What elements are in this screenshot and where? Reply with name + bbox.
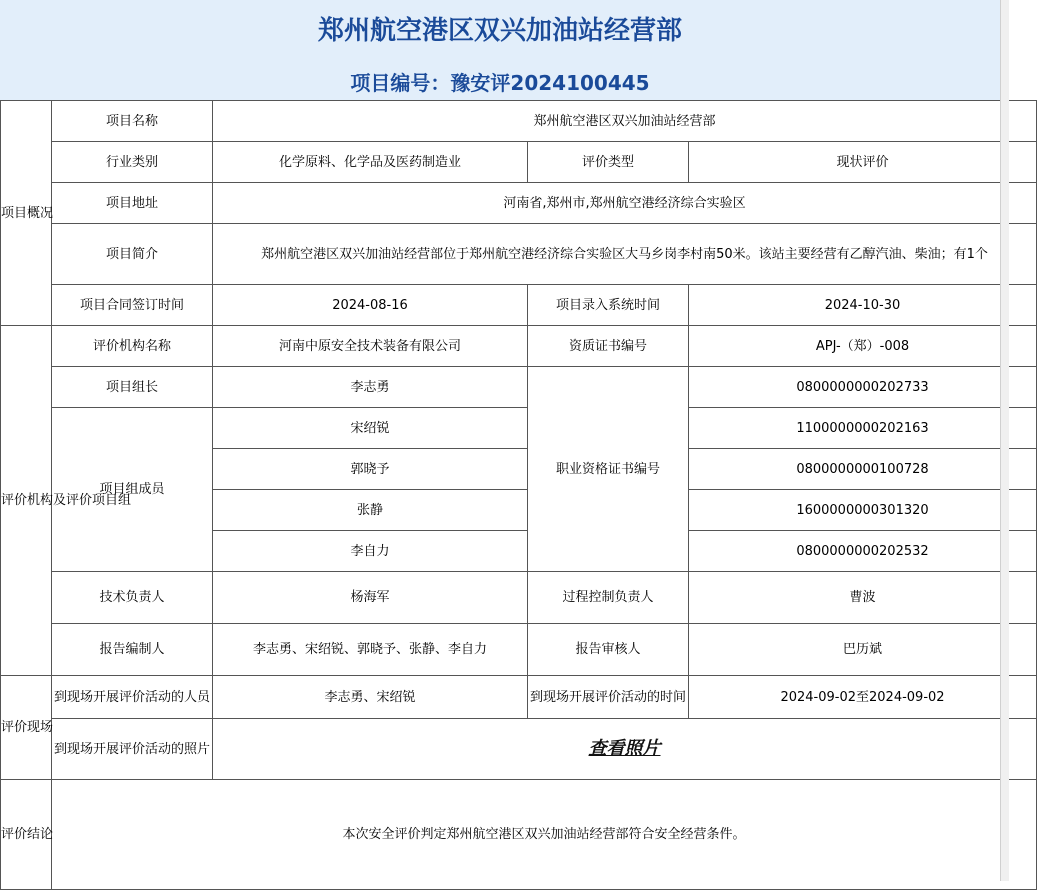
row-conclusion xyxy=(1,780,1037,890)
person-name: 李志勇 xyxy=(213,367,528,408)
row-leader xyxy=(1,367,1037,408)
section-label-org: 评价机构及评价项目组 xyxy=(1,326,52,676)
leader-label: 项目组长 xyxy=(52,367,213,408)
person-cert: 0800000000100728 xyxy=(689,449,1037,490)
row-member xyxy=(1,408,1037,449)
industry-value: 化学原料、化学品及医药制造业 xyxy=(213,142,528,183)
tech-lead-label: 技术负责人 xyxy=(52,572,213,624)
project-name-value: 郑州航空港区双兴加油站经营部 xyxy=(213,101,1037,142)
intro-label: 项目简介 xyxy=(52,224,213,285)
project-name-label: 项目名称 xyxy=(52,101,213,142)
section-label-site: 评价现场 xyxy=(1,676,52,780)
cert-value: APJ-（郑）-008 xyxy=(689,326,1037,367)
view-photos-link[interactable]: 查看照片 xyxy=(588,737,661,759)
row-org xyxy=(1,326,1037,367)
person-name: 李自力 xyxy=(213,531,528,572)
contract-date-label: 项目合同签订时间 xyxy=(52,285,213,326)
org-name-label: 评价机构名称 xyxy=(52,326,213,367)
section-label-overview: 项目概况 xyxy=(1,101,52,326)
header xyxy=(0,0,1008,101)
entry-date-label: 项目录入系统时间 xyxy=(528,285,689,326)
person-cert: 1100000000202163 xyxy=(689,408,1037,449)
site-people-value: 李志勇、宋绍锐 xyxy=(213,676,528,719)
person-cert: 0800000000202532 xyxy=(689,531,1037,572)
report-reviewer-label: 报告审核人 xyxy=(528,624,689,676)
conclusion-value: 本次安全评价判定郑州航空港区双兴加油站经营部符合安全经营条件。 xyxy=(52,780,1037,890)
vertical-scrollbar[interactable] xyxy=(1000,0,1009,881)
project-info-table xyxy=(0,100,1037,890)
row-leads xyxy=(1,572,1037,624)
page-title: 郑州航空港区双兴加油站经营部 xyxy=(317,16,682,46)
site-time-label: 到现场开展评价活动的时间 xyxy=(528,676,689,719)
report-author-value: 李志勇、宋绍锐、郭晓予、张静、李自力 xyxy=(213,624,528,676)
report-reviewer-value: 巴历斌 xyxy=(689,624,1037,676)
row-report xyxy=(1,624,1037,676)
contract-date-value: 2024-08-16 xyxy=(213,285,528,326)
address-value: 河南省,郑州市,郑州航空港经济综合实验区 xyxy=(213,183,1037,224)
cert-label: 资质证书编号 xyxy=(528,326,689,367)
eval-type-label: 评价类型 xyxy=(528,142,689,183)
site-photo-label: 到现场开展评价活动的照片 xyxy=(52,719,213,780)
tech-lead-value: 杨海军 xyxy=(213,572,528,624)
row-industry xyxy=(1,142,1037,183)
site-photo-cell xyxy=(213,719,1037,780)
row-project-name xyxy=(1,101,1037,142)
row-address xyxy=(1,183,1037,224)
site-time-value: 2024-09-02至2024-09-02 xyxy=(689,676,1037,719)
industry-label: 行业类别 xyxy=(52,142,213,183)
qual-cert-label: 职业资格证书编号 xyxy=(528,367,689,572)
row-dates xyxy=(1,285,1037,326)
report-author-label: 报告编制人 xyxy=(52,624,213,676)
entry-date-value: 2024-10-30 xyxy=(689,285,1037,326)
section-label-conclusion: 评价结论 xyxy=(1,780,52,890)
eval-type-value: 现状评价 xyxy=(689,142,1037,183)
person-cert: 0800000000202733 xyxy=(689,367,1037,408)
person-cert: 1600000000301320 xyxy=(689,490,1037,531)
address-label: 项目地址 xyxy=(52,183,213,224)
site-people-label: 到现场开展评价活动的人员 xyxy=(52,676,213,719)
project-number: 项目编号：豫安评2024100445 xyxy=(350,71,650,95)
intro-value: 郑州航空港区双兴加油站经营部位于郑州航空港经济综合实验区大马乡岗李村南50米。该站主要经营有乙醇汽油、柴油；有1个 xyxy=(213,224,1037,285)
row-site-photo xyxy=(1,719,1037,780)
process-lead-value: 曹波 xyxy=(689,572,1037,624)
row-intro xyxy=(1,224,1037,285)
person-name: 宋绍锐 xyxy=(213,408,528,449)
process-lead-label: 过程控制负责人 xyxy=(528,572,689,624)
members-label: 项目组成员 xyxy=(52,408,213,572)
person-name: 郭晓予 xyxy=(213,449,528,490)
person-name: 张静 xyxy=(213,490,528,531)
row-site-people xyxy=(1,676,1037,719)
org-name-value: 河南中原安全技术装备有限公司 xyxy=(213,326,528,367)
